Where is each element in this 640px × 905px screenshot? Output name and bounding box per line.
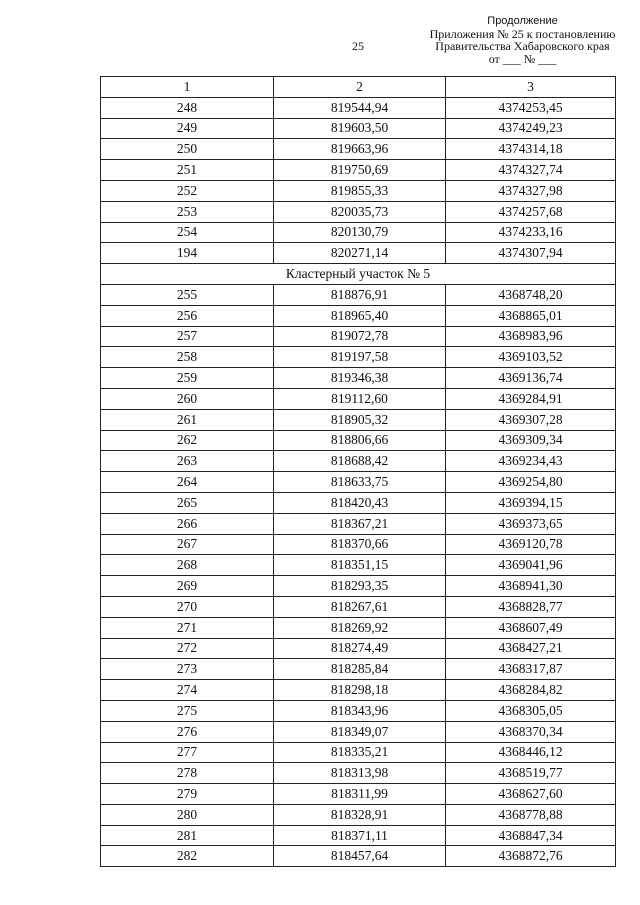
y-coordinate-cell: 4374249,23 [446,118,616,139]
x-coordinate-cell: 819603,50 [274,118,446,139]
point-number-cell: 275 [101,700,274,721]
table-row [101,742,616,763]
y-coordinate-cell: 4369373,65 [446,513,616,534]
decree-date-number: от ___ № ___ [488,51,557,66]
point-number-cell: 269 [101,576,274,597]
section-row [101,264,616,285]
y-coordinate-cell: 4368778,88 [446,804,616,825]
table-row [101,97,616,118]
point-number-cell: 255 [101,284,274,305]
y-coordinate-cell: 4368317,87 [446,659,616,680]
table-row [101,118,616,139]
table-row [101,804,616,825]
x-coordinate-cell: 819112,60 [274,388,446,409]
y-coordinate-cell: 4374253,45 [446,97,616,118]
table-row [101,388,616,409]
y-coordinate-cell: 4374257,68 [446,201,616,222]
point-number-cell: 251 [101,160,274,181]
column-header-x: 2 [274,77,446,98]
y-coordinate-cell: 4368847,34 [446,825,616,846]
point-number-cell: 253 [101,201,274,222]
table-row [101,326,616,347]
y-coordinate-cell: 4374233,16 [446,222,616,243]
table-row [101,305,616,326]
table-row [101,576,616,597]
x-coordinate-cell: 818313,98 [274,763,446,784]
y-coordinate-cell: 4369394,15 [446,492,616,513]
point-number-cell: 279 [101,784,274,805]
point-number-cell: 266 [101,513,274,534]
table-row [101,513,616,534]
point-number-cell: 260 [101,388,274,409]
y-coordinate-cell: 4369309,34 [446,430,616,451]
x-coordinate-cell: 819750,69 [274,160,446,181]
x-coordinate-cell: 818905,32 [274,409,446,430]
government-reference: Правительства Хабаровского края [435,39,610,53]
y-coordinate-cell: 4368627,60 [446,784,616,805]
x-coordinate-cell: 818420,43 [274,492,446,513]
y-coordinate-cell: 4368446,12 [446,742,616,763]
x-coordinate-cell: 819855,33 [274,180,446,201]
x-coordinate-cell: 818343,96 [274,700,446,721]
point-number-cell: 265 [101,492,274,513]
document-header [420,15,625,65]
y-coordinate-cell: 4368872,76 [446,846,616,867]
y-coordinate-cell: 4368941,30 [446,576,616,597]
column-header-y: 3 [446,77,616,98]
x-coordinate-cell: 818370,66 [274,534,446,555]
x-coordinate-cell: 819663,96 [274,139,446,160]
y-coordinate-cell: 4369234,43 [446,451,616,472]
x-coordinate-cell: 819197,58 [274,347,446,368]
x-coordinate-cell: 818371,11 [274,825,446,846]
x-coordinate-cell: 818274,49 [274,638,446,659]
x-coordinate-cell: 818965,40 [274,305,446,326]
point-number-cell: 270 [101,596,274,617]
y-coordinate-cell: 4374327,74 [446,160,616,181]
table-row [101,222,616,243]
point-number-cell: 194 [101,243,274,264]
point-number-cell: 274 [101,680,274,701]
x-coordinate-cell: 819346,38 [274,368,446,389]
appendix-reference: Приложения № 25 к постановлению [429,26,616,41]
table-row [101,638,616,659]
table-row [101,347,616,368]
y-coordinate-cell: 4368427,21 [446,638,616,659]
table-row [101,472,616,493]
y-coordinate-cell: 4368519,77 [446,763,616,784]
x-coordinate-cell: 818298,18 [274,680,446,701]
y-coordinate-cell: 4368305,05 [446,700,616,721]
point-number-cell: 280 [101,804,274,825]
section-title: Кластерный участок № 5 [101,264,616,285]
table-row [101,680,616,701]
table-row [101,368,616,389]
table-row [101,659,616,680]
table-row [101,284,616,305]
table-row [101,784,616,805]
table-header-row [101,77,616,98]
point-number-cell: 261 [101,409,274,430]
y-coordinate-cell: 4369103,52 [446,347,616,368]
point-number-cell: 252 [101,180,274,201]
x-coordinate-cell: 818688,42 [274,451,446,472]
table-row [101,409,616,430]
point-number-cell: 273 [101,659,274,680]
y-coordinate-cell: 4368983,96 [446,326,616,347]
point-number-cell: 249 [101,118,274,139]
y-coordinate-cell: 4368828,77 [446,596,616,617]
table-row [101,721,616,742]
y-coordinate-cell: 4374314,18 [446,139,616,160]
x-coordinate-cell: 818311,99 [274,784,446,805]
x-coordinate-cell: 818328,91 [274,804,446,825]
x-coordinate-cell: 818457,64 [274,846,446,867]
table-row [101,139,616,160]
point-number-cell: 276 [101,721,274,742]
point-number-cell: 262 [101,430,274,451]
x-coordinate-cell: 818876,91 [274,284,446,305]
point-number-cell: 268 [101,555,274,576]
page-number: 25 [352,39,364,53]
table-row [101,534,616,555]
x-coordinate-cell: 819072,78 [274,326,446,347]
y-coordinate-cell: 4374327,98 [446,180,616,201]
point-number-cell: 258 [101,347,274,368]
table-row [101,451,616,472]
table-row [101,160,616,181]
table-row [101,596,616,617]
y-coordinate-cell: 4369041,96 [446,555,616,576]
point-number-cell: 272 [101,638,274,659]
x-coordinate-cell: 818335,21 [274,742,446,763]
x-coordinate-cell: 819544,94 [274,97,446,118]
y-coordinate-cell: 4368607,49 [446,617,616,638]
column-header-point: 1 [101,77,274,98]
table-row [101,700,616,721]
table-row [101,846,616,867]
x-coordinate-cell: 818269,92 [274,617,446,638]
y-coordinate-cell: 4369120,78 [446,534,616,555]
x-coordinate-cell: 818367,21 [274,513,446,534]
y-coordinate-cell: 4368284,82 [446,680,616,701]
point-number-cell: 267 [101,534,274,555]
x-coordinate-cell: 818349,07 [274,721,446,742]
point-number-cell: 248 [101,97,274,118]
continuation-label: Продолжение [487,15,558,27]
table-row [101,180,616,201]
point-number-cell: 278 [101,763,274,784]
table-row [101,243,616,264]
point-number-cell: 250 [101,139,274,160]
point-number-cell: 263 [101,451,274,472]
x-coordinate-cell: 818806,66 [274,430,446,451]
table-row [101,617,616,638]
coordinates-table [100,76,616,867]
point-number-cell: 271 [101,617,274,638]
y-coordinate-cell: 4369136,74 [446,368,616,389]
x-coordinate-cell: 820035,73 [274,201,446,222]
point-number-cell: 282 [101,846,274,867]
table-row [101,201,616,222]
y-coordinate-cell: 4374307,94 [446,243,616,264]
table-row [101,555,616,576]
x-coordinate-cell: 818633,75 [274,472,446,493]
x-coordinate-cell: 818285,84 [274,659,446,680]
point-number-cell: 264 [101,472,274,493]
table-row [101,763,616,784]
point-number-cell: 257 [101,326,274,347]
point-number-cell: 256 [101,305,274,326]
point-number-cell: 281 [101,825,274,846]
x-coordinate-cell: 820130,79 [274,222,446,243]
y-coordinate-cell: 4368865,01 [446,305,616,326]
table-row [101,492,616,513]
x-coordinate-cell: 818293,35 [274,576,446,597]
y-coordinate-cell: 4368748,20 [446,284,616,305]
y-coordinate-cell: 4369284,91 [446,388,616,409]
x-coordinate-cell: 820271,14 [274,243,446,264]
point-number-cell: 277 [101,742,274,763]
point-number-cell: 254 [101,222,274,243]
table-row [101,825,616,846]
point-number-cell: 259 [101,368,274,389]
y-coordinate-cell: 4369254,80 [446,472,616,493]
y-coordinate-cell: 4368370,34 [446,721,616,742]
x-coordinate-cell: 818267,61 [274,596,446,617]
table-row [101,430,616,451]
x-coordinate-cell: 818351,15 [274,555,446,576]
y-coordinate-cell: 4369307,28 [446,409,616,430]
